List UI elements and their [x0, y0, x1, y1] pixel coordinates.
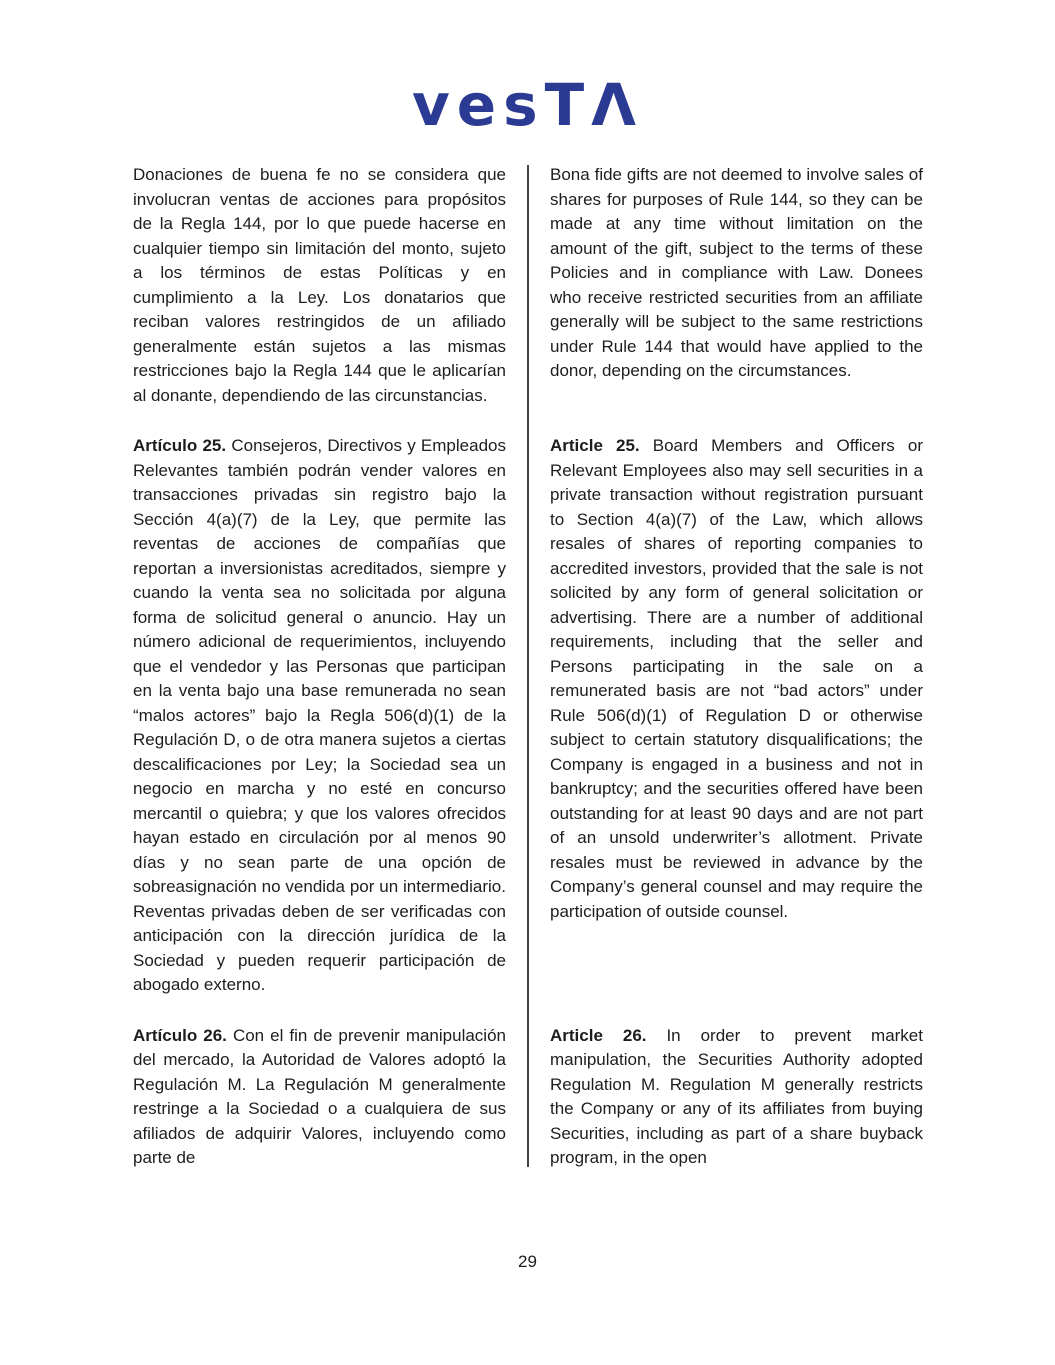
paragraph-es [133, 434, 506, 998]
article-label-en: Article 26. [550, 1025, 647, 1045]
paragraph-en [550, 434, 923, 924]
paragraph-text-es: Donaciones de buena fe no se considera que involucran ventas de acciones para propósitos de la Regla 144, por lo que puede hacerse en cualquier tiempo sin limitación del monto, sujeto a los términos de estas Políticas y en cumplimiento a la Ley. Los donatarios que reciban valores restringidos de un afiliado generalmente están sujetos a las mismas restricciones bajo la Regla 144 que le aplicarían al donante, dependiendo de las circunstancias. [133, 165, 506, 405]
paragraph-text-es: Consejeros, Directivos y Empleados Relevantes también podrán vender valores en transacciones privadas sin registro bajo la Sección 4(a)(7) de la Ley, que permite las reventas de acciones de compañías que reportan a inversionistas acreditados, siempre y cuando la venta sea no solicitada por alguna forma de solicitud general o anuncio. Hay un número adicional de requerimientos, incluyendo que el vendedor y las Personas que participan en la venta bajo una base remunerada no sean “malos actores” bajo la Regla 506(d)(1) de la Regulación D, o de otra manera sujetos a ciertas descalificaciones por Ley; la Sociedad sea un negocio en marcha y no esté en concurso mercantil o quiebra; y que los valores ofrecidos hayan estado en circulación por al menos 90 días y no sean parte de una opción de sobreasignación no vendida por un intermediario. Reventas privadas deben de ser verificadas con anticipación con la dirección jurídica de la Sociedad y pueden requerir participación de abogado externo. [133, 436, 506, 994]
paragraph-es [133, 1024, 506, 1171]
paragraph-en [550, 163, 923, 384]
vesta-logo: vesTΛ [411, 71, 644, 139]
paragraph-es [133, 163, 506, 408]
document-body [133, 163, 923, 1171]
column-english [550, 1024, 923, 1171]
article-label-en: Article 25. [550, 436, 640, 455]
column-spanish [133, 434, 506, 998]
paragraph-text-en: In order to prevent market manipulation, the Securities Authority adopted Regulation M. Regulation M generally restricts the Company or any of its affiliates from buying Securities, including as part of a share buyback program, in the open [550, 1025, 923, 1167]
column-english [550, 163, 923, 408]
paragraph-text-es: Con el fin de prevenir manipulación del mercado, la Autoridad de Valores adoptó la Regulación M. La Regulación M generalmente restringe a la Sociedad o a cualquiera de sus afiliados de adquirir Valores, incluyendo como parte de [133, 1025, 506, 1167]
article-label-es: Artículo 25. [133, 436, 227, 455]
column-divider [527, 165, 529, 1167]
paragraph-text-en: Board Members and Officers or Relevant Employees also may sell securities in a private transaction without registration pursuant to Section 4(a)(7) of the Law, which allows resales of shares of reporting companies to accredited investors, provided that the sale is not solicited by any form of general solicitation or advertising. There are a number of additional requirements, including that the seller and Persons participating in the sale on a remunerated basis are not “bad actors” under Rule 506(d)(1) of Regulation D or otherwise subject to certain statutory disqualifications; the Company is engaged in a business and not in bankruptcy; and the securities offered have been outstanding for at least 90 days and are not part of an unsold underwriter’s allotment. Private resales must be reviewed in advance by the Company’s general counsel and may require the participation of outside counsel. [550, 436, 924, 921]
column-spanish [133, 163, 506, 408]
column-spanish [133, 1024, 506, 1171]
column-english [550, 434, 923, 998]
page-number: 29 [518, 1252, 537, 1271]
paragraph-text-en: Bona fide gifts are not deemed to involve sales of shares for purposes of Rule 144, so they can be made at any time without limitation on the amount of the gift, subject to the terms of these Policies and in compliance with Law. Donees who receive restricted securities from an affiliate generally will be subject to the same restrictions under Rule 144 that would have applied to the donor, depending on the circumstances. [550, 165, 923, 380]
paragraph-en [550, 1024, 923, 1171]
article-label-es: Artículo 26. [133, 1025, 227, 1045]
